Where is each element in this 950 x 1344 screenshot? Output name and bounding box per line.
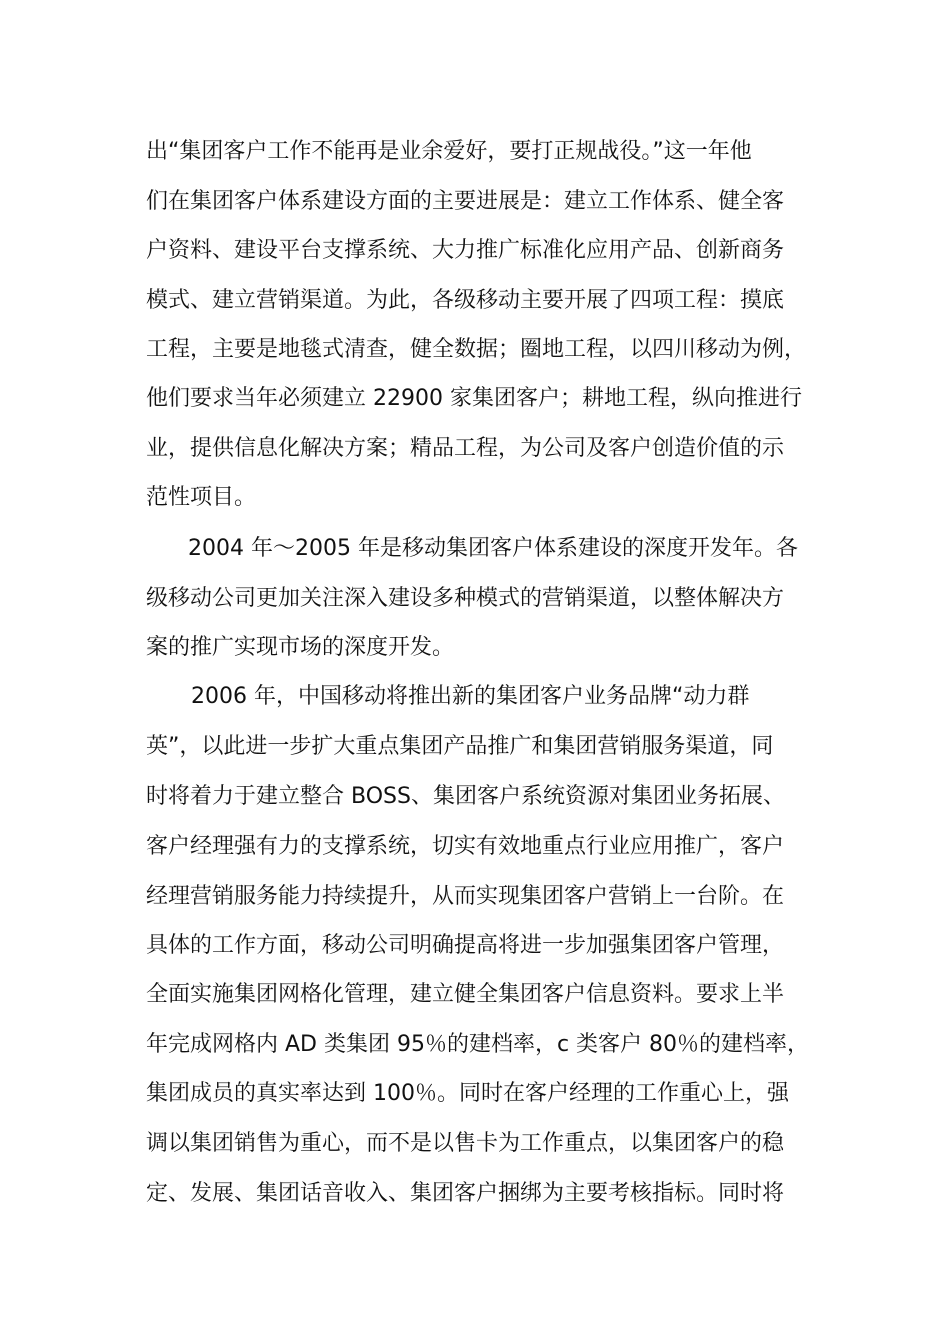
paragraph-2-line-2: 级移动公司更加关注深入建设多种模式的营销渠道，以整体解决方 <box>146 586 785 611</box>
paragraph-3-line-10: 调以集团销售为重心，而不是以售卡为工作重点，以集团客户的稳 <box>146 1131 785 1156</box>
paragraph-3-line-3: 时将着力于建立整合 BOSS、集团客户系统资源对集团业务拓展、 <box>146 784 785 809</box>
paragraph-1-line-3: 户资料、建设平台支撑系统、大力推广标准化应用产品、创新商务 <box>146 238 785 263</box>
paragraph-3-line-11: 定、发展、集团话音收入、集团客户捆绑为主要考核指标。同时将 <box>146 1181 785 1206</box>
paragraph-2-line-3: 案的推广实现市场的深度开发。 <box>146 635 455 660</box>
paragraph-3-line-9: 集团成员的真实率达到 100％。同时在客户经理的工作重心上，强 <box>146 1081 789 1106</box>
paragraph-3-line-6: 具体的工作方面，移动公司明确提高将进一步加强集团客户管理， <box>146 933 785 958</box>
paragraph-2-line-1: 2004 年～2005 年是移动集团客户体系建设的深度开发年。各 <box>188 536 798 561</box>
paragraph-3-line-5: 经理营销服务能力持续提升，从而实现集团客户营销上一台阶。在 <box>146 884 785 909</box>
paragraph-3-line-2: 英”，以此进一步扩大重点集团产品推广和集团营销服务渠道，同 <box>146 734 774 759</box>
paragraph-1-line-5: 工程，主要是地毯式清查，健全数据；圈地工程，以四川移动为例， <box>146 337 807 362</box>
paragraph-3-line-1: 2006 年，中国移动将推出新的集团客户业务品牌“动力群 <box>191 684 750 709</box>
paragraph-1-line-6: 他们要求当年必须建立 22900 家集团客户；耕地工程，纵向推进行 <box>146 386 802 411</box>
paragraph-1-line-1: 出“集团客户工作不能再是业余爱好，要打正规战役。”这一年他 <box>146 139 752 164</box>
paragraph-1-line-2: 们在集团客户体系建设方面的主要进展是：建立工作体系、健全客 <box>146 189 785 214</box>
paragraph-3-line-7: 全面实施集团网格化管理，建立健全集团客户信息资料。要求上半 <box>146 982 785 1007</box>
paragraph-1-line-7: 业，提供信息化解决方案；精品工程，为公司及客户创造价值的示 <box>146 436 785 461</box>
paragraph-1-line-4: 模式、建立营销渠道。为此，各级移动主要开展了四项工程：摸底 <box>146 288 785 313</box>
paragraph-3-line-8: 年完成网格内 AD 类集团 95％的建档率，c 类客户 80％的建档率， <box>146 1032 810 1057</box>
paragraph-1-line-8: 范性项目。 <box>146 485 257 510</box>
paragraph-3-line-4: 客户经理强有力的支撑系统，切实有效地重点行业应用推广，客户 <box>146 834 785 859</box>
